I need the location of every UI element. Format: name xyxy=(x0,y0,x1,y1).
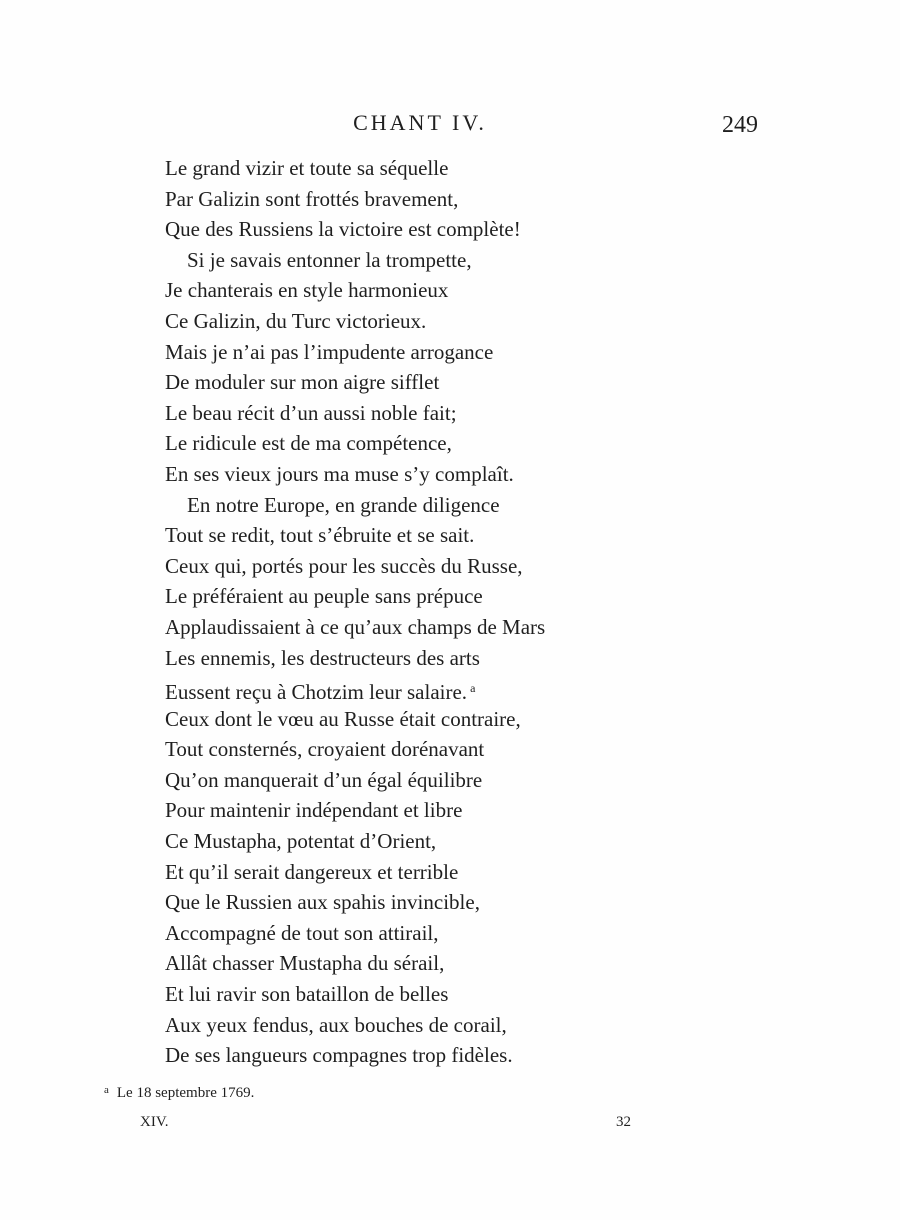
verse-line xyxy=(165,367,725,398)
verse-line xyxy=(165,887,725,918)
verse-line-text: Tout consternés, croyaient dorénavant xyxy=(165,737,485,762)
verse-line-text: Applaudissaient à ce qu’aux champs de Mars xyxy=(165,614,546,639)
page-number: 249 xyxy=(722,112,758,138)
verse-line-text: Aux yeux fendus, aux bouches de corail, xyxy=(165,1012,507,1037)
verse-line-text: En notre Europe, en grande diligence xyxy=(187,492,500,517)
verse-line-text: Ceux dont le vœu au Russe était contraire, xyxy=(165,706,521,731)
sheet-number: 32 xyxy=(616,1114,631,1130)
verse-line xyxy=(165,734,725,765)
verse-line-text: Ce Mustapha, potentat d’Orient, xyxy=(165,829,437,854)
verse-line xyxy=(165,306,725,337)
verse-line xyxy=(165,918,725,949)
verse-line-text: Le beau récit d’un aussi noble fait; xyxy=(165,400,457,425)
verse-line xyxy=(165,490,725,521)
verse-line xyxy=(165,337,725,368)
chapter-title: CHANT IV. xyxy=(353,110,487,135)
verse-line-text: Et qu’il serait dangereux et terrible xyxy=(165,859,459,884)
verse-line-text: En ses vieux jours ma muse s’y complaît. xyxy=(165,461,514,486)
verse-line xyxy=(165,245,725,276)
verse-line xyxy=(165,184,725,215)
verse-line xyxy=(165,1010,725,1041)
verse-line xyxy=(165,520,725,551)
verse-line-text: Eussent reçu à Chotzim leur salaire. xyxy=(165,680,468,705)
footnote-text: Le 18 septembre 1769. xyxy=(116,1085,255,1101)
verse-line xyxy=(165,826,725,857)
footnote-mark: a xyxy=(104,1084,109,1096)
verse-line-text: Pour maintenir indépendant et libre xyxy=(165,798,463,823)
verse-line xyxy=(165,1040,725,1071)
verse-line-text: Le préféraient au peuple sans prépuce xyxy=(165,584,483,609)
verse-line-text: Accompagné de tout son attirail, xyxy=(165,920,439,945)
verse-line-text: Mais je n’ai pas l’impudente arrogance xyxy=(165,339,494,364)
verse-block xyxy=(165,153,725,1071)
verse-line xyxy=(165,795,725,826)
verse-line-text: De ses langueurs compagnes trop fidèles. xyxy=(165,1043,513,1068)
verse-line-text: Allât chasser Mustapha du sérail, xyxy=(165,951,445,976)
verse-line-text: Le ridicule est de ma compétence, xyxy=(165,431,452,456)
verse-line-text: Ceux qui, portés pour les succès du Russe, xyxy=(165,553,523,578)
verse-line-text: Qu’on manquerait d’un égal équilibre xyxy=(165,767,483,792)
verse-line-text: Que le Russien aux spahis invincible, xyxy=(165,890,480,915)
verse-line xyxy=(165,153,725,184)
verse-line-text: Et lui ravir son bataillon de belles xyxy=(165,982,449,1007)
verse-line xyxy=(165,979,725,1010)
verse-line xyxy=(165,398,725,429)
verse-line-text: Les ennemis, les destructeurs des arts xyxy=(165,645,480,670)
verse-line xyxy=(165,581,725,612)
verse-line xyxy=(165,459,725,490)
verse-line-text: Tout se redit, tout s’ébruite et se sait. xyxy=(165,523,475,548)
verse-line xyxy=(165,275,725,306)
verse-line-text: Ce Galizin, du Turc victorieux. xyxy=(165,308,427,333)
verse-line xyxy=(165,612,725,643)
verse-line-text: De moduler sur mon aigre sifflet xyxy=(165,370,440,395)
verse-line xyxy=(165,765,725,796)
verse-line xyxy=(165,704,725,735)
verse-line xyxy=(165,214,725,245)
footnote xyxy=(104,1084,254,1102)
note-reference-mark: a xyxy=(470,681,476,696)
verse-line xyxy=(165,551,725,582)
verse-line-text: Le grand vizir et toute sa séquelle xyxy=(165,156,449,180)
verse-line xyxy=(165,428,725,459)
verse-line-text: Par Galizin sont frottés bravement, xyxy=(165,186,459,211)
signature-mark: XIV. xyxy=(140,1114,169,1130)
verse-line-text: Je chanterais en style harmonieux xyxy=(165,278,449,303)
running-head xyxy=(0,110,900,142)
verse-line xyxy=(165,857,725,888)
verse-line-text: Que des Russiens la victoire est complète! xyxy=(165,217,521,242)
verse-line xyxy=(165,643,725,674)
verse-line xyxy=(165,948,725,979)
verse-line xyxy=(165,673,725,704)
verse-line-text: Si je savais entonner la trompette, xyxy=(187,247,472,272)
